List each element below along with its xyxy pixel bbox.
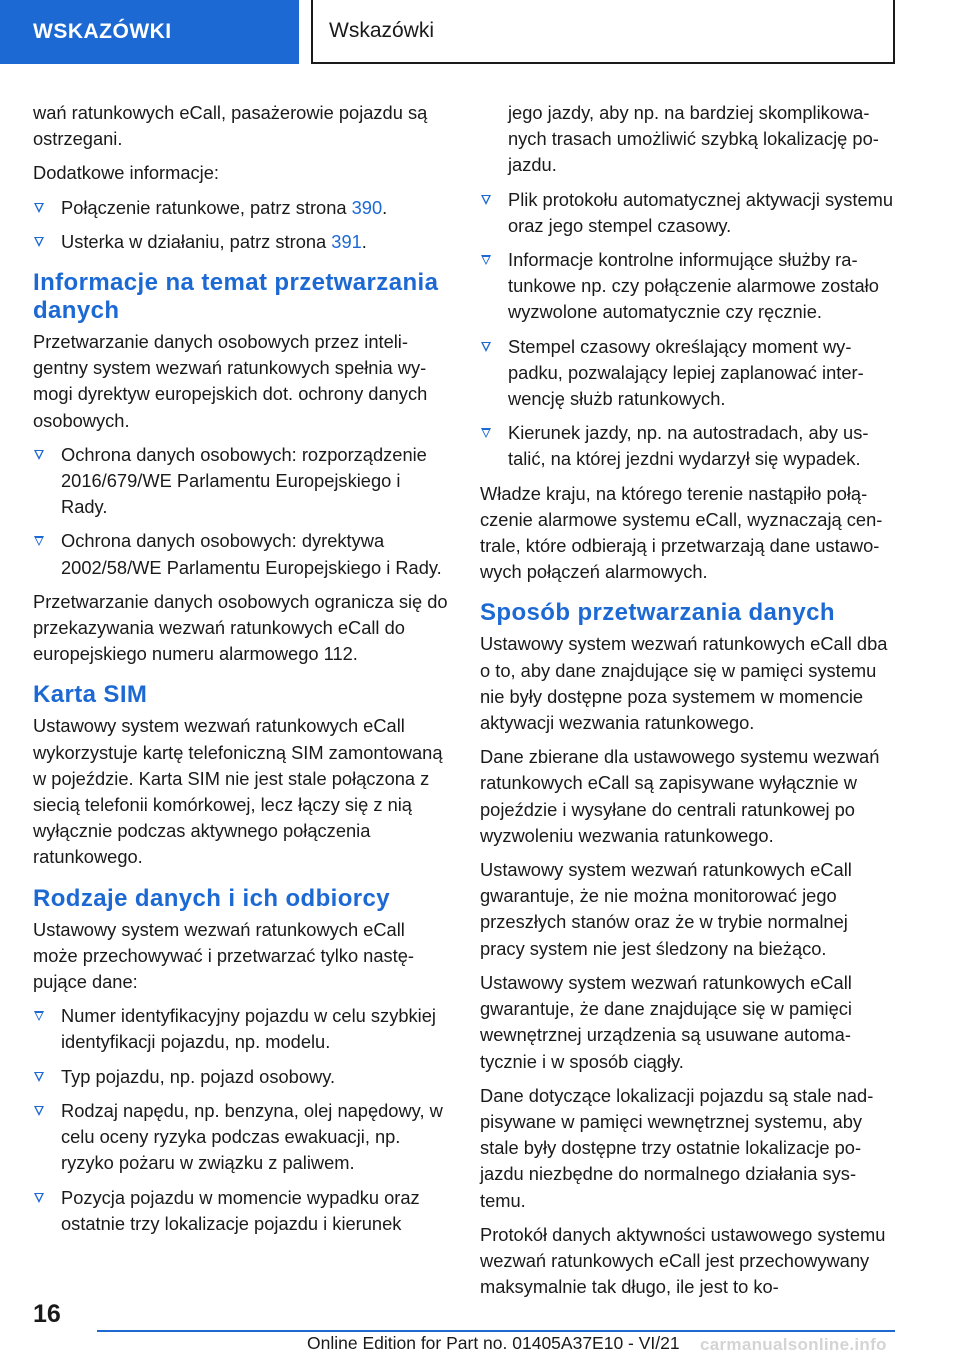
bullet-triangle-icon bbox=[34, 536, 44, 546]
watermark: carmanualsonline.info bbox=[700, 1335, 887, 1354]
list-item-text: Ochrona danych osobowych: dyrektywa 2002/58/WE Parlamentu Europejskiego i Rady. bbox=[61, 530, 442, 578]
reference-list bbox=[33, 195, 448, 255]
list-item bbox=[33, 1185, 448, 1237]
intro-paragraph: wań ratunkowych eCall, pasażerowie pojazdu są ostrzegani. bbox=[33, 102, 428, 150]
chapter-title: Wskazówki bbox=[311, 0, 895, 64]
footer-divider bbox=[97, 1330, 895, 1332]
bullet-triangle-icon bbox=[481, 255, 491, 265]
list-item-text: Stempel czasowy określający moment wypadku, pozwalający lepiej zaplanować interwencję służb ratunkowych. bbox=[508, 335, 864, 410]
bullet-triangle-icon bbox=[481, 195, 491, 205]
list-item bbox=[33, 1064, 448, 1090]
list-item bbox=[480, 420, 895, 472]
right-column bbox=[480, 100, 895, 1308]
list-item-text: Ochrona danych osobowych: rozporządzenie 2016/679/WE Parlamentu Europejskiego i Rady. bbox=[61, 443, 427, 518]
bullet-triangle-icon bbox=[34, 203, 44, 213]
continued-item-text: jego jazdy, aby np. na bardziej skomplikowanych trasach umożliwić szybką lokalizację pojazdu. bbox=[508, 102, 879, 176]
method-paragraph-3: Ustawowy system wezwań ratunkowych eCall gwarantuje, że nie można monitorować jego przeszłych stanów oraz że w trybie normalnej pracy system nie jest śledzony na bieżąco. bbox=[480, 859, 852, 959]
left-column bbox=[33, 100, 448, 1245]
method-paragraph-1: Ustawowy system wezwań ratunkowych eCall dba o to, aby dane znajdujące się w pamięci systemu nie były dostępne poza systemem w momencie aktywacji wezwania ratunkowego. bbox=[480, 633, 888, 734]
types-paragraph: Ustawowy system wezwań ratunkowych eCall może przechowywać i przetwarzać tylko następujące dane: bbox=[33, 918, 415, 993]
processing-list bbox=[33, 442, 448, 581]
bullet-triangle-icon bbox=[481, 342, 491, 352]
bullet-triangle-icon bbox=[34, 1072, 44, 1082]
heading-data-types: Rodzaje danych i ich odbiorcy bbox=[33, 884, 390, 912]
heading-sim-card: Karta SIM bbox=[33, 681, 148, 709]
list-item bbox=[33, 195, 448, 221]
list-item-text: Typ pojazdu, np. pojazd osobowy. bbox=[61, 1065, 336, 1087]
more-info-label: Dodatkowe informacje: bbox=[33, 162, 219, 184]
authorities-paragraph: Władze kraju, na którego terenie nastąpiło połączenie alarmowe systemu eCall, wyznaczają centrale, które odbierają i przetwarzają dane ustawowych połączeń alarmowych. bbox=[480, 482, 883, 583]
page-number: 16 bbox=[33, 1300, 61, 1328]
list-item bbox=[480, 187, 895, 239]
bullet-triangle-icon bbox=[34, 450, 44, 460]
list-item-text: Plik protokołu automatycznej aktywacji systemu oraz jego stempel czasowy. bbox=[508, 188, 894, 236]
bullet-triangle-icon bbox=[34, 1011, 44, 1021]
list-item bbox=[480, 247, 895, 326]
bullet-triangle-icon bbox=[34, 237, 44, 247]
processing-paragraph: Przetwarzanie danych osobowych przez inteligentny system wezwań ratunkowych spełnia wymogi dyrektyw europejskich dot. ochrony danych osobowych. bbox=[33, 331, 428, 431]
limit-paragraph: Przetwarzanie danych osobowych ogranicza się do przekazywania wezwań ratunkowych eCall do europejskiego numeru alarmowego 112. bbox=[33, 590, 448, 665]
bullet-triangle-icon bbox=[34, 1193, 44, 1203]
heading-data-processing: Informacje na temat przetwarzania danych bbox=[33, 269, 439, 325]
list-item bbox=[33, 229, 448, 255]
section-tab: WSKAZÓWKI bbox=[0, 0, 299, 64]
list-item-text: Połączenie ratunkowe, patrz strona bbox=[61, 196, 352, 218]
list-item bbox=[480, 334, 895, 413]
method-paragraph-6: Protokół danych aktywności ustawowego systemu wezwań ratunkowych eCall jest przechowywany maksymalnie tak długo, ile jest to ko- bbox=[480, 1223, 886, 1298]
bullet-triangle-icon bbox=[34, 1106, 44, 1116]
list-item bbox=[33, 442, 448, 521]
list-item bbox=[33, 1003, 448, 1055]
page-link[interactable]: 390 bbox=[351, 196, 383, 218]
list-item-text: Rodzaj napędu, np. benzyna, olej napędowy, w celu oceny ryzyka podczas ewakuacji, np. ryzyko pożaru w związku z paliwem. bbox=[61, 1099, 443, 1174]
list-item-end: . bbox=[361, 230, 367, 252]
list-item-text: Kierunek jazdy, np. na autostradach, aby ustalić, na której jezdni wydarzył się wypadek. bbox=[508, 422, 869, 470]
types-list-continued bbox=[480, 187, 895, 473]
types-list bbox=[33, 1003, 448, 1237]
method-paragraph-2: Dane zbierane dla ustawowego systemu wezwań ratunkowych eCall są zapisywane wyłącznie w pojeździe i wysyłane do centrali ratunkowej po wyzwoleniu wezwania ratunkowego. bbox=[480, 746, 880, 846]
edition-footer: Online Edition for Part no. 01405A37E10 - VI/21 bbox=[307, 1333, 680, 1353]
method-paragraph-4: Ustawowy system wezwań ratunkowych eCall gwarantuje, że dane znajdujące się w pamięci wewnętrznej urządzenia są usuwane automatycznie i w sposób ciągły. bbox=[480, 971, 852, 1072]
list-item-text: Numer identyfikacyjny pojazdu w celu szybkiej identyfikacji pojazdu, np. modelu. bbox=[61, 1005, 436, 1053]
list-item-text: Informacje kontrolne informujące służby ratunkowe np. czy połączenie alarmowe zostało wyzwolone automatycznie czy ręcznie. bbox=[508, 249, 879, 323]
page-link[interactable]: 391 bbox=[331, 230, 362, 252]
heading-processing-method: Sposób przetwarzania danych bbox=[480, 599, 835, 627]
bullet-triangle-icon bbox=[481, 428, 491, 438]
list-item bbox=[33, 1098, 448, 1177]
list-item-end: . bbox=[382, 196, 388, 218]
method-paragraph-5: Dane dotyczące lokalizacji pojazdu są stale nadpisywane w pamięci wewnętrznej systemu, aby stale były dostępne trzy ostatnie lokalizacje pojazdu niezbędne do normalnego działania systemu. bbox=[480, 1084, 874, 1211]
list-item-text: Pozycja pojazdu w momencie wypadku oraz ostatnie trzy lokalizacje pojazdu i kierunek bbox=[61, 1186, 420, 1234]
sim-paragraph: Ustawowy system wezwań ratunkowych eCall wykorzystuje kartę telefoniczną SIM zamontowaną w pojeździe. Karta SIM nie jest stale połączona z siecią telefonii komórkowej, lecz łączy się z nią wyłącznie podczas aktywnego połączenia ratunkowego. bbox=[33, 715, 443, 868]
list-item-text: Usterka w działaniu, patrz strona bbox=[61, 230, 332, 252]
list-item bbox=[33, 528, 448, 580]
